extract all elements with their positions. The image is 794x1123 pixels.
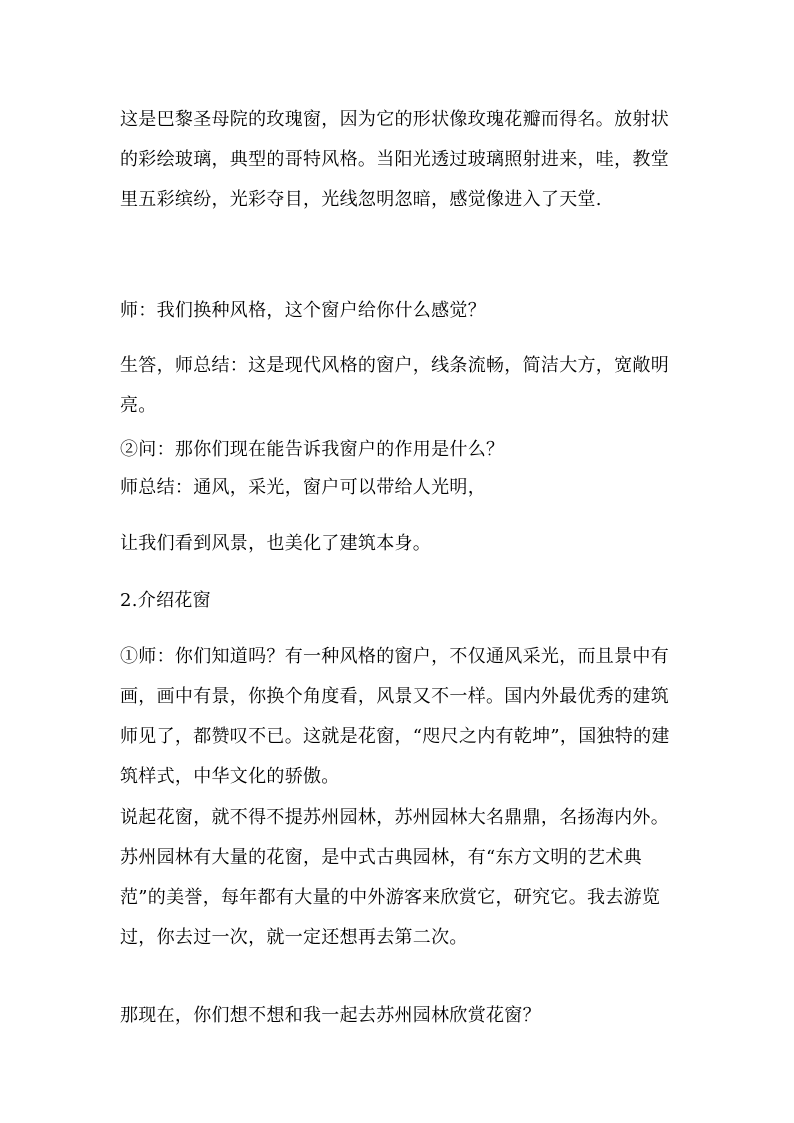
section-heading-lattice-window: 2.介绍花窗 — [120, 590, 211, 611]
paragraph-rose-window: 这是巴黎圣母院的玫瑰窗，因为它的形状像玫瑰花瓣而得名。放射状的彩绘玻璃，典型的哥特风格。当阳光透过玻璃照射进来，哇，教堂里五彩缤纷，光彩夺目，光线忽明忽暗，感觉像进入了天堂. — [120, 109, 669, 210]
paragraph-teacher-summary-function: 师总结：通风，采光，窗户可以带给人光明， — [120, 477, 486, 498]
paragraph-student-answer-summary: 生答，师总结：这是现代风格的窗户，线条流畅，简洁大方，宽敞明亮。 — [120, 355, 669, 416]
paragraph-suzhou-gardens: 说起花窗，就不得不提苏州园林，苏州园林大名鼎鼎，名扬海内外。苏州园林有大量的花窗，是中式古典园林，有“东方文明的艺术典范”的美誉，每年都有大量的中外游客来欣赏它，研究它。我去游览过，你去过一次，就一定还想再去第二次。 — [120, 807, 669, 948]
paragraph-scenery-architecture: 让我们看到风景，也美化了建筑本身。 — [120, 533, 432, 554]
paragraph-teacher-modern-style-question: 师：我们换种风格，这个窗户给你什么感觉？ — [120, 300, 486, 321]
paragraph-lattice-window-intro: ①师：你们知道吗？有一种风格的窗户，不仅通风采光，而且景中有画，画中有景，你换个角度看，风景又不一样。国内外最优秀的建筑师见了，都赞叹不已。这就是花窗，“咫尺之内有乾坤”，国独特的建筑样式，中华文化的骄傲。 — [120, 646, 670, 787]
paragraph-invitation-question: 那现在，你们想不想和我一起去苏州园林欣赏花窗？ — [120, 1005, 541, 1026]
paragraph-question-window-function: ②问：那你们现在能告诉我窗户的作用是什么？ — [120, 439, 505, 460]
